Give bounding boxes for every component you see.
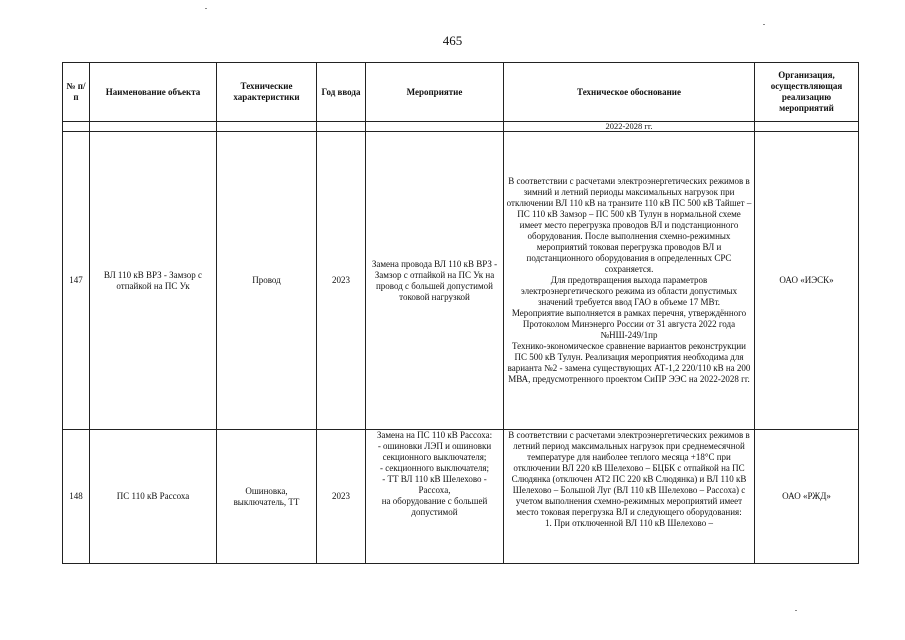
cont-year xyxy=(317,122,366,132)
justification-paragraph: Для предотвращения выхода параметров электроэнергетического режима из области допустимых значений требуется ввод ГАО в объеме 17 МВт. xyxy=(520,275,738,307)
cont-measure xyxy=(366,122,504,132)
scan-speck xyxy=(205,8,207,9)
row-measure: Замена провода ВЛ 110 кВ ВРЗ - Замзор с отпайкой на ПС Ук на провод с большей допустимой токовой нагрузкой xyxy=(366,132,504,430)
table-row xyxy=(63,430,859,564)
header-justification: Техническое обоснование xyxy=(504,63,755,122)
header-org: Организация, осуществляющая реализацию мероприятий xyxy=(755,63,859,122)
justification-paragraph: Технико-экономическое сравнение вариантов реконструкции ПС 500 кВ Тулун. Реализация мероприятия необходима для варианта №2 - замена существующих АТ-1,2 220/110 кВ на 200 МВА, предусмотренного проектом СиПР ЭЭС на 2022-2028 гг. xyxy=(507,341,751,384)
header-measure: Мероприятие xyxy=(366,63,504,122)
scan-speck xyxy=(795,610,797,611)
justification-paragraph: В соответствии с расчетами электроэнергетических режимов в зимний и летний периоды максимальных нагрузок при отключении ВЛ 110 кВ на транзите 110 кВ ПС 500 кВ Тайшет – ПС 110 кВ Замзор – ПС 500 кВ Тулун в нормальной схеме имеет место перегрузка проводов ВЛ и подстанционного оборудования. После выполнения схемно-режимных мероприятий токовая перегрузка проводов ВЛ и подстанционного оборудования в определенных СРС сохраняется. xyxy=(506,176,752,274)
row-object-name: ПС 110 кВ Рассоха xyxy=(90,430,217,564)
measure-line: - секционного выключателя; xyxy=(379,463,490,473)
justification-paragraph: В соответствии с расчетами электроэнергетических режимов в летний период максимальных нагрузок при среднемесячной температуре для наиболее теплого месяца +18°С при отключении ВЛ 220 кВ Шелехово – БЦБК с отпайкой на ПС Слюдянка (отключен АТ2 ПС 220 кВ Слюдянка) и ВЛ 110 кВ Шелехово – Большой Луг (ВЛ 110 кВ Шелехово – Рассоха) с учетом выполнения схемно-режимных мероприятий имеет место токовая перегрузка ВЛ и следующего оборудования: xyxy=(508,430,750,517)
cont-justification: 2022-2028 гг. xyxy=(504,122,755,132)
header-tech: Технические характеристики xyxy=(217,63,317,122)
cont-name xyxy=(90,122,217,132)
row-justification xyxy=(504,430,755,564)
row-justification xyxy=(504,132,755,430)
measure-line: на оборудование с большей допустимой xyxy=(381,496,488,517)
cont-num xyxy=(63,122,90,132)
cont-tech xyxy=(217,122,317,132)
row-measure xyxy=(366,430,504,564)
row-year: 2023 xyxy=(317,132,366,430)
continuation-row xyxy=(63,122,859,132)
table-row xyxy=(63,132,859,430)
header-num: № п/п xyxy=(63,63,90,122)
scan-speck xyxy=(763,24,765,25)
header-name: Наименование объекта xyxy=(90,63,217,122)
row-tech: Ошиновка, выключатель, ТТ xyxy=(217,430,317,564)
header-year: Год ввода xyxy=(317,63,366,122)
justification-paragraph: 1. При отключенной ВЛ 110 кВ Шелехово – xyxy=(545,518,713,528)
row-num: 147 xyxy=(63,132,90,430)
measures-table xyxy=(62,62,859,564)
row-org: ОАО «РЖД» xyxy=(755,430,859,564)
cont-org xyxy=(755,122,859,132)
page-number: 465 xyxy=(442,33,463,48)
header-row xyxy=(63,63,859,122)
row-tech: Провод xyxy=(217,132,317,430)
measure-line: - ТТ ВЛ 110 кВ Шелехово - Рассоха, xyxy=(382,474,487,495)
row-object-name: ВЛ 110 кВ ВРЗ - Замзор с отпайкой на ПС Ук xyxy=(90,132,217,430)
row-num: 148 xyxy=(63,430,90,564)
row-year: 2023 xyxy=(317,430,366,564)
measure-line: Замена на ПС 110 кВ Рассоха: xyxy=(376,430,493,440)
justification-paragraph: Мероприятие выполняется в рамках перечня, утверждённого Протоколом Минэнерго России от 31 августа 2022 года №НШ-249/1пр xyxy=(511,308,747,340)
row-org: ОАО «ИЭСК» xyxy=(755,132,859,430)
measure-line: - ошиновки ЛЭП и ошиновки секционного выключателя; xyxy=(377,441,492,462)
